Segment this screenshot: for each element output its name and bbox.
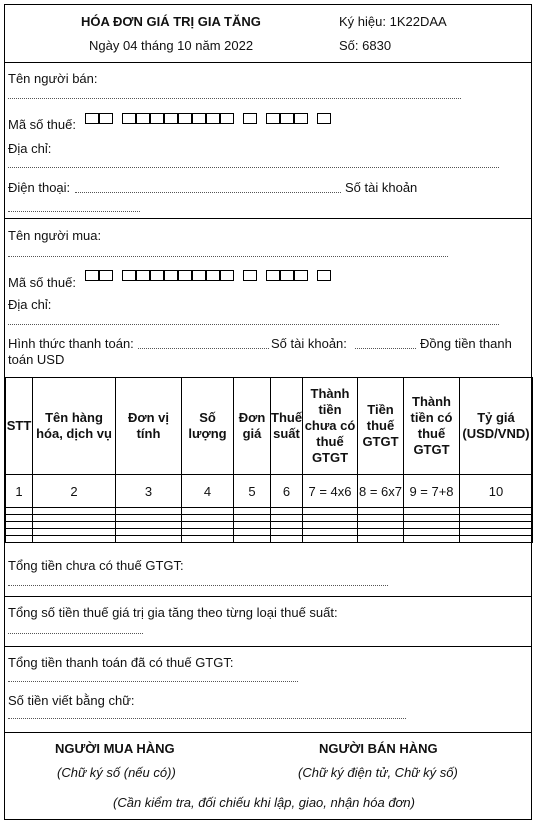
table-cell: 8 = 6x7 bbox=[358, 475, 404, 508]
invoice-title: HÓA ĐƠN GIÁ TRỊ GIA TĂNG bbox=[81, 14, 261, 29]
seller-account-label: Số tài khoản bbox=[345, 180, 418, 195]
divider bbox=[5, 218, 531, 219]
divider bbox=[5, 596, 531, 597]
buyer-currency-value: toán USD bbox=[8, 352, 65, 367]
table-index-row bbox=[6, 475, 533, 508]
column-header: Đơn vị tính bbox=[116, 378, 182, 475]
buyer-address-label: Địa chỉ: bbox=[8, 297, 52, 312]
seller-phone-line bbox=[75, 192, 341, 193]
footer-note: (Cần kiểm tra, đối chiếu khi lập, giao, nhận hóa đơn) bbox=[113, 795, 415, 810]
buyer-tax-boxes bbox=[85, 270, 331, 281]
table-cell: 4 bbox=[182, 475, 234, 508]
amount-in-words-line bbox=[8, 718, 406, 719]
buyer-signature-title: NGƯỜI MUA HÀNG bbox=[55, 741, 175, 756]
column-header: Thuế suất bbox=[271, 378, 303, 475]
seller-name-label: Tên người bán: bbox=[8, 71, 98, 86]
invoice-number: Số: 6830 bbox=[339, 38, 392, 53]
table-row bbox=[6, 536, 533, 543]
seller-signature-note: (Chữ ký điện tử, Chữ ký số) bbox=[298, 765, 458, 780]
buyer-account-label: Số tài khoản: bbox=[271, 336, 347, 351]
seller-phone-label: Điện thoại: bbox=[8, 180, 71, 195]
divider bbox=[5, 732, 531, 733]
table-cell: 6 bbox=[271, 475, 303, 508]
items-table bbox=[5, 377, 533, 543]
seller-tax-label: Mã số thuế: bbox=[8, 117, 76, 132]
column-header: Tên hàng hóa, dịch vụ bbox=[33, 378, 116, 475]
seller-signature-title: NGƯỜI BÁN HÀNG bbox=[319, 741, 438, 756]
invoice-frame bbox=[4, 4, 532, 820]
buyer-payment-label: Hình thức thanh toán: bbox=[8, 336, 134, 351]
column-header: Tiền thuế GTGT bbox=[358, 378, 404, 475]
table-cell: 7 = 4x6 bbox=[303, 475, 358, 508]
table-header-row bbox=[6, 378, 533, 475]
invoice-symbol: Ký hiệu: 1K22DAA bbox=[339, 14, 447, 29]
column-header: Thành tiền chưa có thuế GTGT bbox=[303, 378, 358, 475]
table-row bbox=[6, 529, 533, 536]
invoice-date: Ngày 04 tháng 10 năm 2022 bbox=[89, 38, 254, 53]
buyer-account-line bbox=[355, 348, 416, 349]
buyer-tax-label: Mã số thuế: bbox=[8, 275, 76, 290]
seller-account-line bbox=[8, 211, 140, 212]
total-pretax-label: Tổng tiền chưa có thuế GTGT: bbox=[8, 558, 184, 573]
table-cell: 2 bbox=[33, 475, 116, 508]
table-cell: 5 bbox=[234, 475, 271, 508]
table-cell: 3 bbox=[116, 475, 182, 508]
total-pretax-line bbox=[8, 585, 388, 586]
column-header: Thành tiền có thuế GTGT bbox=[404, 378, 460, 475]
seller-tax-boxes bbox=[85, 113, 331, 124]
column-header: STT bbox=[6, 378, 33, 475]
buyer-name-label: Tên người mua: bbox=[8, 228, 102, 243]
total-payment-label: Tổng tiền thanh toán đã có thuế GTGT: bbox=[8, 655, 234, 670]
column-header: Đơn giá bbox=[234, 378, 271, 475]
table-row bbox=[6, 515, 533, 522]
total-vat-line bbox=[8, 633, 143, 634]
table-cell: 1 bbox=[6, 475, 33, 508]
seller-name-line bbox=[8, 98, 461, 99]
total-vat-label: Tổng số tiền thuế giá trị gia tăng theo từng loại thuế suất: bbox=[8, 605, 338, 620]
buyer-payment-line bbox=[138, 348, 269, 349]
buyer-currency-label: Đồng tiền thanh bbox=[420, 336, 512, 351]
amount-in-words-label: Số tiền viết bằng chữ: bbox=[8, 693, 135, 708]
buyer-signature-note: (Chữ ký số (nếu có)) bbox=[57, 765, 176, 780]
table-row bbox=[6, 508, 533, 515]
seller-address-line bbox=[8, 167, 499, 168]
buyer-name-line bbox=[8, 256, 448, 257]
buyer-address-line bbox=[8, 324, 499, 325]
total-payment-line bbox=[8, 681, 298, 682]
table-row bbox=[6, 522, 533, 529]
column-header: Tỷ giá (USD/VND) bbox=[460, 378, 533, 475]
divider bbox=[5, 646, 531, 647]
table-cell: 10 bbox=[460, 475, 533, 508]
column-header: Số lượng bbox=[182, 378, 234, 475]
seller-address-label: Địa chỉ: bbox=[8, 141, 52, 156]
divider bbox=[5, 62, 531, 63]
table-cell: 9 = 7+8 bbox=[404, 475, 460, 508]
